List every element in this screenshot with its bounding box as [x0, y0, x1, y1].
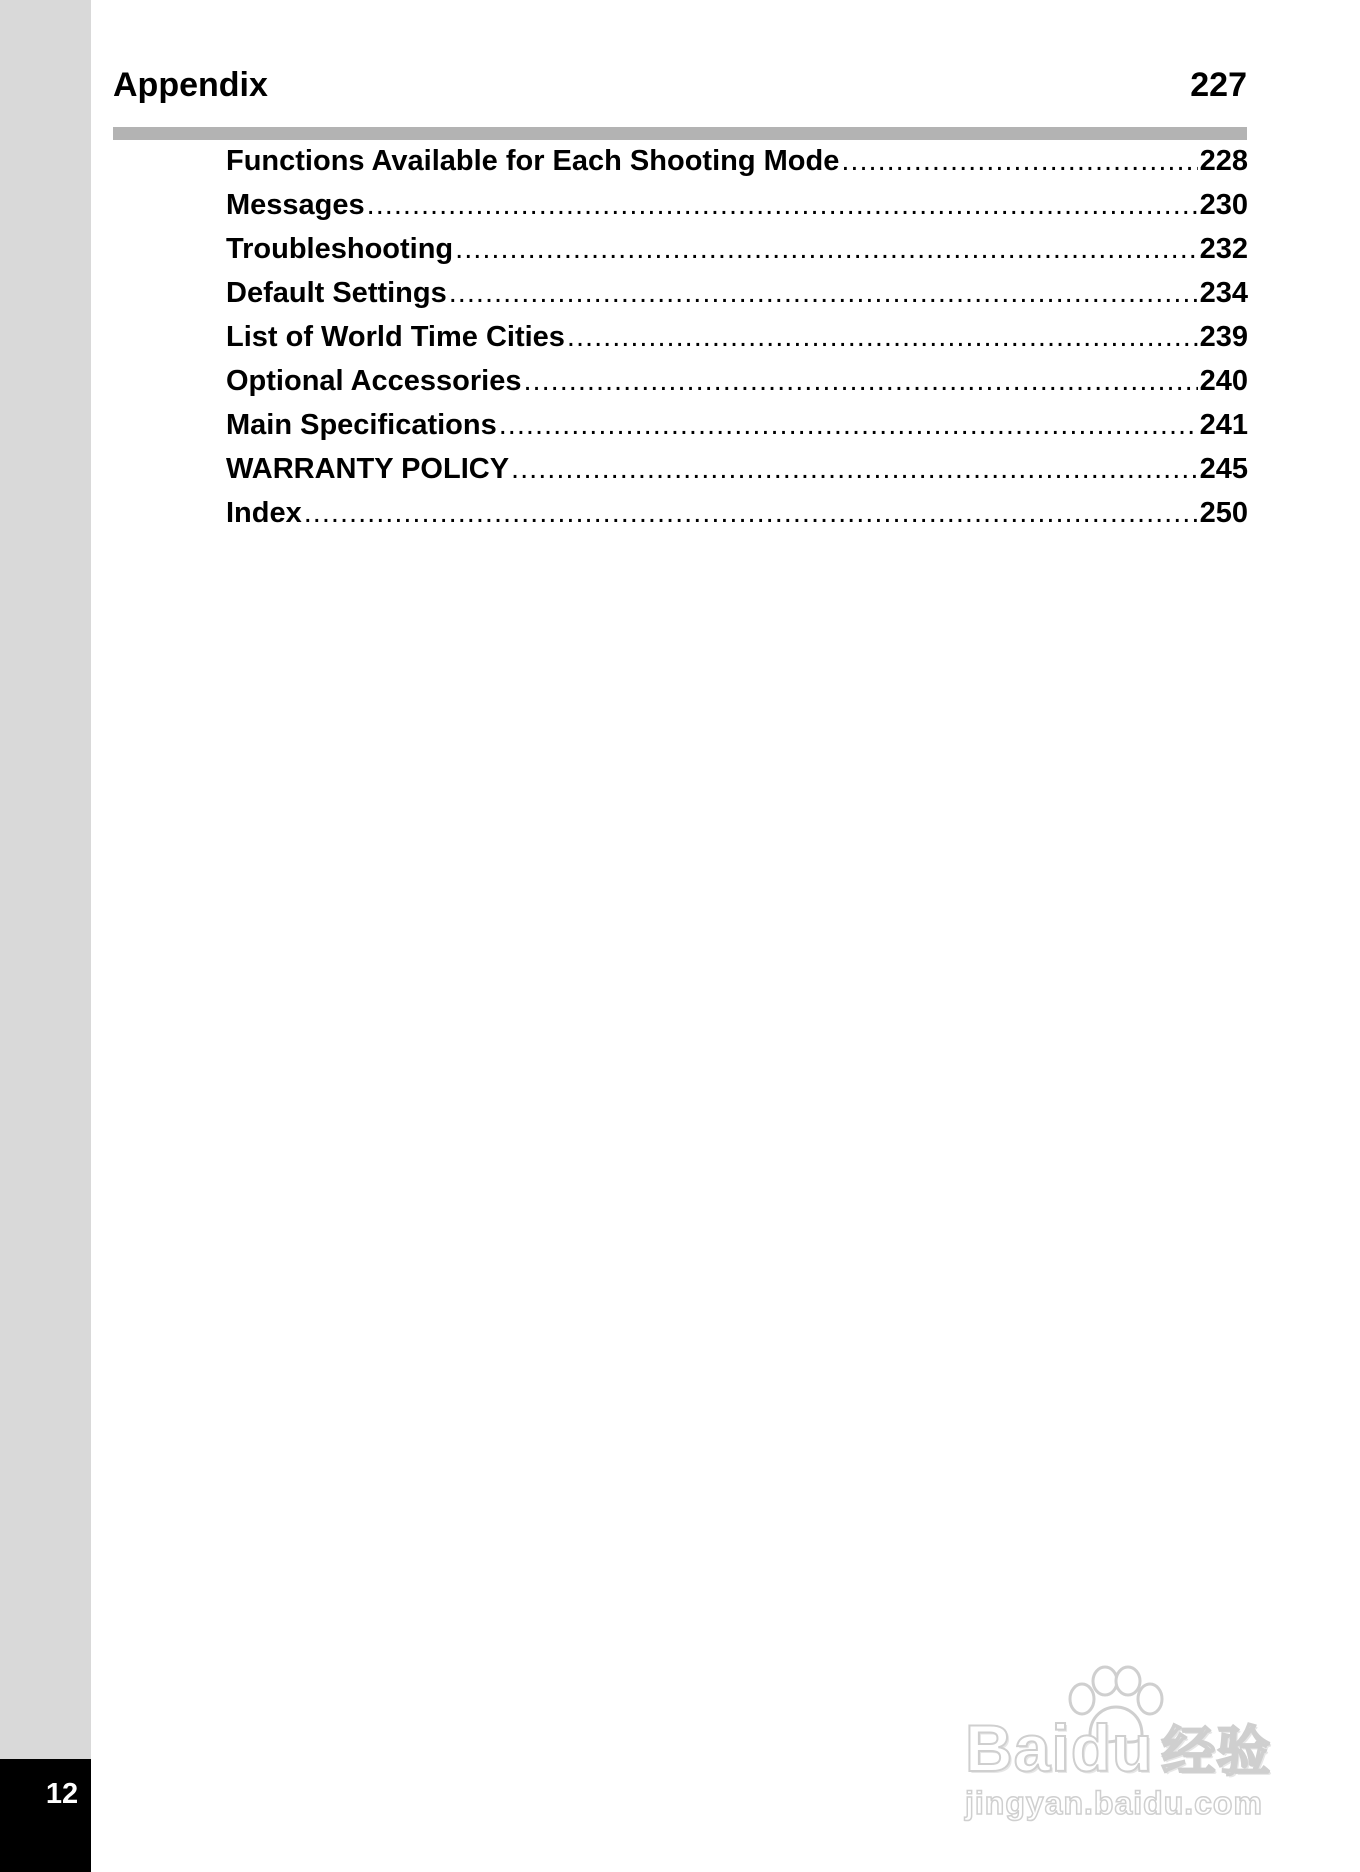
toc-entry-messages[interactable]	[226, 189, 1248, 233]
toc-entry-main-specifications[interactable]	[226, 409, 1248, 453]
watermark-brand-chinese: 经验	[1161, 1722, 1272, 1782]
toc-leader-dots	[841, 145, 1197, 178]
toc-entry-page: 232	[1199, 233, 1248, 265]
page-number-tab	[0, 1759, 91, 1872]
toc-entry-optional-accessories[interactable]	[226, 365, 1248, 409]
toc-entry-default-settings[interactable]	[226, 277, 1248, 321]
toc-entry-page: 250	[1199, 497, 1248, 529]
toc-entry-page: 241	[1199, 409, 1248, 441]
watermark-url: jingyan.baidu.com	[965, 1785, 1263, 1821]
watermark-brand	[965, 1709, 1285, 1786]
page-number: 12	[45, 1778, 79, 1810]
toc-entry-index[interactable]	[226, 497, 1248, 541]
toc-entry-page: 228	[1199, 145, 1248, 177]
side-margin-band	[0, 0, 91, 1872]
section-page-number: 227	[1190, 66, 1247, 104]
toc-entry-title: Functions Available for Each Shooting Mode	[226, 145, 840, 177]
toc-leader-dots	[455, 233, 1197, 266]
toc-entry-page: 240	[1199, 365, 1248, 397]
toc-entry-page: 230	[1199, 189, 1248, 221]
toc-entry-title: Main Specifications	[226, 409, 497, 441]
toc-entry-title: WARRANTY POLICY	[226, 453, 510, 485]
toc-entry-warranty-policy[interactable]	[226, 453, 1248, 497]
toc-leader-dots	[449, 277, 1198, 310]
toc-entry-page: 234	[1199, 277, 1248, 309]
toc-leader-dots	[511, 453, 1198, 486]
baidu-watermark	[965, 1665, 1285, 1825]
toc-leader-dots	[523, 365, 1197, 398]
toc-entry-title: Index	[226, 497, 302, 529]
section-header	[113, 66, 1247, 105]
toc-entry-title: Messages	[226, 189, 365, 221]
toc-entry-title: List of World Time Cities	[226, 321, 565, 353]
toc-leader-dots	[367, 189, 1198, 222]
watermark-brand-latin: Baidu	[965, 1711, 1154, 1785]
toc-leader-dots	[567, 321, 1198, 354]
toc-entry-functions-available[interactable]	[226, 145, 1248, 189]
toc-entry-title: Optional Accessories	[226, 365, 522, 397]
toc-entry-world-time-cities[interactable]	[226, 321, 1248, 365]
toc-entry-troubleshooting[interactable]	[226, 233, 1248, 277]
toc-leader-dots	[499, 409, 1198, 442]
toc-entry-page: 239	[1199, 321, 1248, 353]
toc-entry-page: 245	[1199, 453, 1248, 485]
header-rule	[113, 127, 1247, 140]
toc-leader-dots	[304, 497, 1198, 530]
section-title: Appendix	[113, 66, 268, 104]
table-of-contents	[226, 145, 1248, 541]
toc-entry-title: Troubleshooting	[226, 233, 454, 265]
toc-entry-title: Default Settings	[226, 277, 447, 309]
